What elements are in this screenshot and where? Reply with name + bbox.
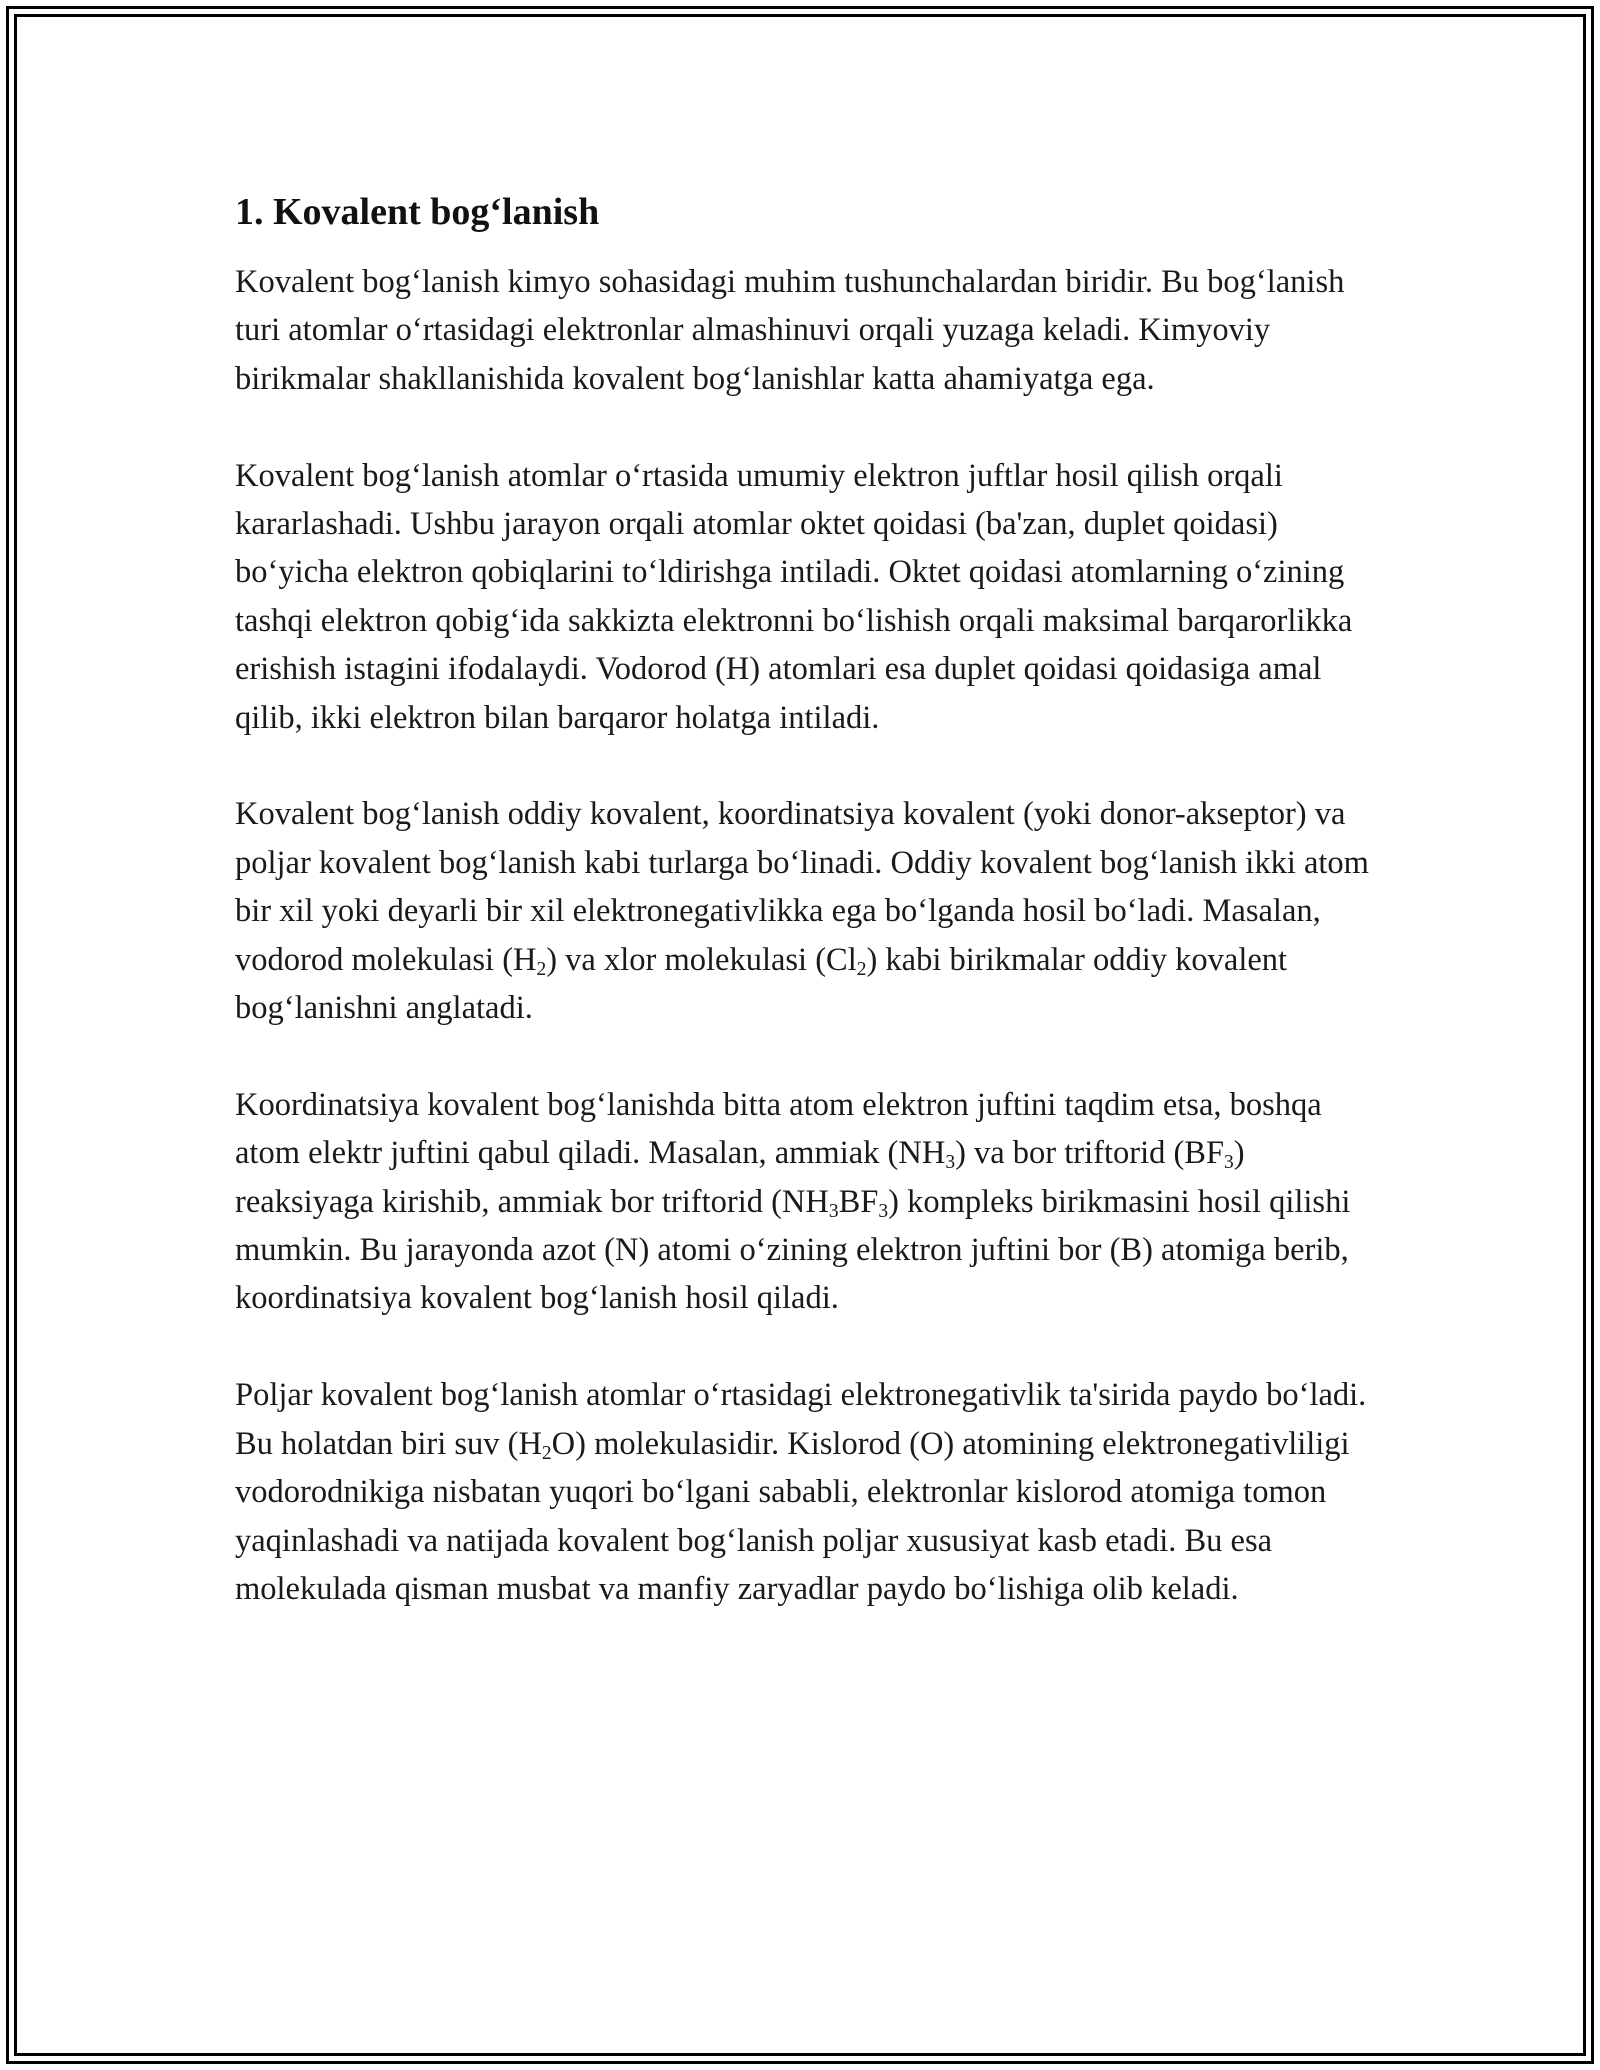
subscript: 3 [878, 1200, 889, 1222]
paragraph-intro: Kovalent bog‘lanish kimyo sohasidagi muhim tushunchalardan biridir. Bu bog‘lanish turi atomlar o‘rtasidagi elektronlar almashinuvi orqali yuzaga keladi. Kimyoviy birikmalar shakllanishida kovalent bog‘lanishlar katta ahamiyatga ega. [235, 264, 1345, 397]
text-run: ) kompleks birikmasini hosil qilishi mumkin. Bu jarayonda azot (N) atomi o‘zining elektron juftini bor (B) atomiga berib, koordinatsiya kovalent bog‘lanish hosil qiladi. [235, 1183, 1351, 1317]
subscript: 3 [1224, 1152, 1234, 1174]
paragraph-bond-types [235, 790, 1370, 1032]
subscript: 2 [536, 958, 547, 980]
text-run: ) va bor triftorid (BF [955, 1135, 1225, 1172]
text-run: Koordinatsiya kovalent bog‘lanishda bitta atom elektron juftini taqdim etsa, boshqa atom elektr juftini qabul qiladi. Masalan, ammiak (NH [235, 1086, 1322, 1172]
text-run: O) molekulasidir. Kislorod (O) atomining elektronegativliligi vodorodnikiga nisbatan yuqori bo‘lgani sababli, elektronlar kislorod atomiga tomon yaqinlashadi va natijada kovalent bog‘lanish poljar xususiyat kasb etadi. Bu esa molekulada qisman musbat va manfiy zaryadlar paydo bo‘lishiga olib keladi. [235, 1425, 1350, 1607]
document-body [235, 186, 1370, 1662]
paragraph-octet-rule: Kovalent bog‘lanish atomlar o‘rtasida umumiy elektron juftlar hosil qilish orqali kararlashadi. Ushbu jarayon orqali atomlar oktet qoidasi (ba'zan, duplet qoidasi) bo‘yicha elektron qobiqlarini to‘ldirishga intiladi. Oktet qoidasi atomlarning o‘zining tashqi elektron qobig‘ida sakkizta elektronni bo‘lishish orqali maksimal barqarorlikka erishish istagini ifodalaydi. Vodorod (H) atomlari esa duplet qoidasi qoidasiga amal qilib, ikki elektron bilan barqaror holatga intiladi. [235, 457, 1353, 736]
section-heading: 1. Kovalent bog‘lanish [235, 191, 600, 233]
subscript: 2 [856, 958, 867, 980]
text-run: Kovalent bog‘lanish oddiy kovalent, koordinatsiya kovalent (yoki donor-akseptor) va poljar kovalent bog‘lanish kabi turlarga bo‘linadi. Oddiy kovalent bog‘lanish ikki atom bir xil yoki deyarli bir xil elektronegativlikka ega bo‘lganda hosil bo‘ladi. Masalan, vodorod molekulasi (H [235, 796, 1369, 978]
text-run: BF [838, 1183, 879, 1220]
text-run: Poljar kovalent bog‘lanish atomlar o‘rtasidagi elektronegativlik ta'sirida paydo bo‘ladi. Bu holatdan biri suv (H [235, 1377, 1367, 1462]
text-run: ) va xlor molekulasi (Cl [546, 941, 857, 978]
text-run: ) kabi birikmalar oddiy kovalent bog‘lanishni anglatadi. [235, 941, 1288, 1027]
text-run: ) reaksiyaga kirishib, ammiak bor triftorid (NH [235, 1135, 1245, 1220]
subscript: 2 [541, 1442, 552, 1464]
subscript: 3 [828, 1200, 839, 1222]
paragraph-polar-bond [235, 1371, 1370, 1613]
subscript: 3 [945, 1152, 956, 1174]
paragraph-coordinate-bond [235, 1081, 1370, 1323]
